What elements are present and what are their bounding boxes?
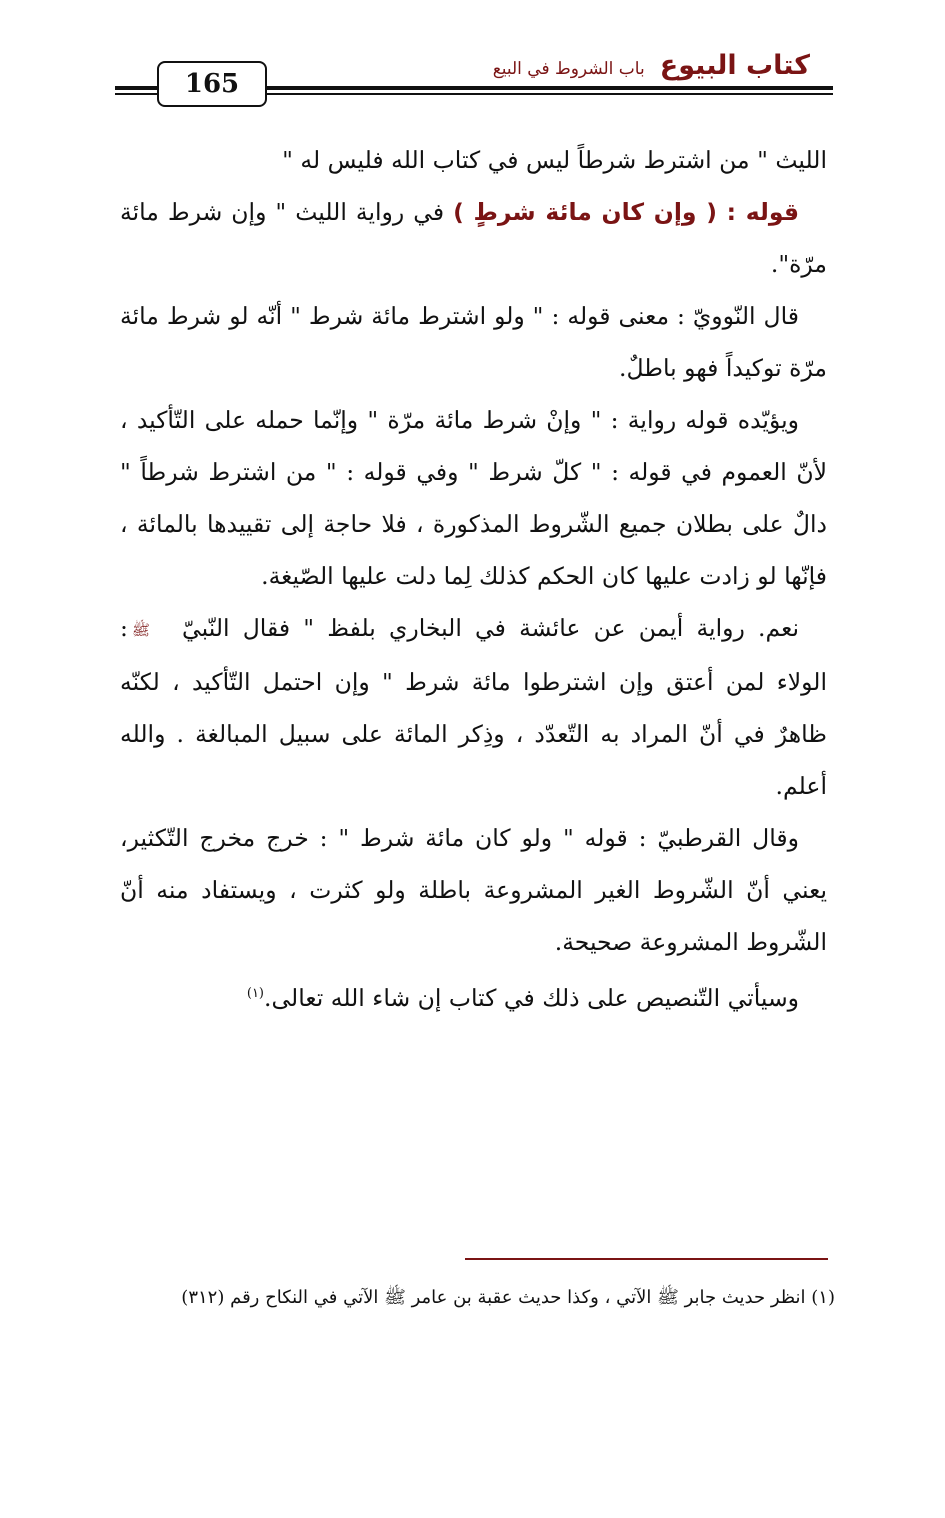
paragraph-2-text: في رواية الليث " وإن شرط مائة مرّة".: [120, 198, 827, 278]
running-header: [493, 50, 810, 81]
salawat-symbol: ﷺ: [131, 620, 151, 639]
paragraph-5-text-b: : الولاء لمن أعتق وإن اشترطوا مائة شرط " وإن احتمل التّأكيد ، لكنّه ظاهرٌ في أنّ المراد به التّعدّد ، وذِكر المائة على سبيل المبالغة . والله أعلم.: [120, 614, 827, 800]
paragraph-6: وقال القرطبيّ : قوله " ولو كان مائة شرط " : خرج مخرج التّكثير، يعني أنّ الشّروط الغير المشروعة باطلة ولو كثرت ، ويستفاد منه أنّ الشّروط المشروعة صحيحة.: [120, 823, 827, 956]
chapter-title: باب الشروط في البيع: [492, 59, 645, 79]
footnote-reference: (١): [246, 985, 264, 1001]
paragraph-7: [120, 968, 827, 1024]
paragraph-3: قال النّوويّ : معنى قوله : " ولو اشترط مائة شرط " أنّه لو شرط مائة مرّة توكيداً فهو باطلٌ.: [120, 302, 827, 382]
footnote-separator: [465, 1258, 828, 1260]
footnote: (١) انظر حديث جابر ﷺ الآتي ، وكذا حديث عقبة بن عامر ﷺ الآتي في النكاح رقم (٣١٢): [181, 1287, 835, 1308]
page-number: 165: [157, 61, 267, 107]
paragraph-7-text: وسيأتي التّنصيص على ذلك في كتاب إن شاء الله تعالى.: [264, 983, 799, 1012]
paragraph-2: [120, 186, 827, 290]
paragraph-1: الليث " من اشترط شرطاً ليس في كتاب الله فليس له ": [282, 146, 827, 174]
paragraph-5: [120, 602, 827, 812]
quoted-phrase: قوله : ( وإن كان مائة شرطٍ ): [453, 198, 799, 226]
book-title: كتاب البيوع: [659, 50, 810, 81]
paragraph-5-text-a: نعم. رواية أيمن عن عائشة في البخاري بلفظ " فقال النّبيّ: [182, 614, 799, 642]
paragraph-4: ويؤيّده قوله رواية : " وإنْ شرط مائة مرّة " وإنّما حمله على التّأكيد ، لأنّ العموم في قوله : " كلّ شرط " وفي قوله : " من اشترط شرطاً " دالٌ على بطلان جميع الشّروط المذكورة ، فلا حاجة إلى تقييدها بالمائة ، فإنّها لو زادت عليها كان الحكم كذلك لِما دلت عليها الصّيغة.: [120, 406, 827, 590]
main-text: [120, 134, 827, 1023]
